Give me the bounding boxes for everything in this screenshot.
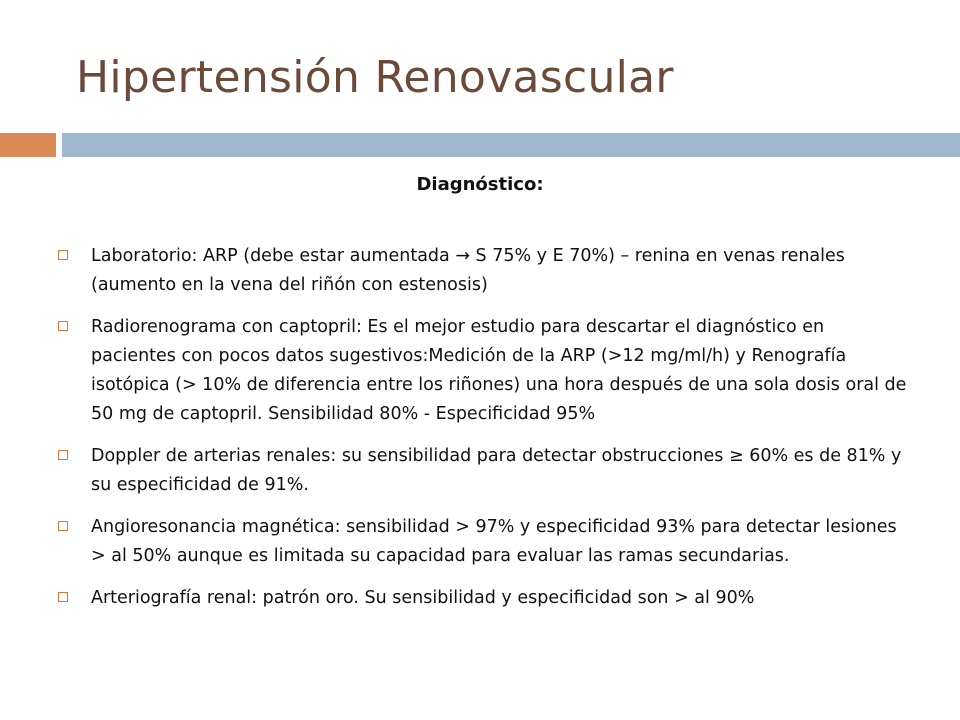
list-item [56,584,908,613]
list-item-text: Arteriografía renal: patrón oro. Su sensibilidad y especificidad son > al 90% [91,588,755,608]
list-item [56,442,908,500]
section-heading: Diagnóstico: [416,174,544,195]
square-bullet-icon [58,450,68,460]
square-bullet-icon [58,521,68,531]
square-bullet-icon [58,250,68,260]
list-item [56,242,908,300]
list-item [56,313,908,429]
square-bullet-icon [58,592,68,602]
bullet-list [56,242,908,626]
slide-title: Hipertensión Renovascular [76,52,674,103]
list-item-text: Doppler de arterias renales: su sensibilidad para detectar obstrucciones ≥ 60% es de 81% y su especificidad de 91%. [91,446,902,495]
list-item-text: Angioresonancia magnética: sensibilidad > 97% y especificidad 93% para detectar lesiones > al 50% aunque es limitada su capacidad para evaluar las ramas secundarias. [91,517,897,566]
accent-bar [0,133,56,157]
list-item [56,513,908,571]
list-item-text: Laboratorio: ARP (debe estar aumentada → S 75% y E 70%) – renina en venas renales (aumento en la vena del riñón con estenosis) [91,246,845,295]
list-item-text: Radiorenograma con captopril: Es el mejor estudio para descartar el diagnóstico en pacientes con pocos datos sugestivos:Medición de la ARP (>12 mg/ml/h) y Renografía isotópica (> 10% de diferencia entre los riñones) una hora después de una sola dosis oral de 50 mg de captopril. Sensibilidad 80% - Especificidad 95% [91,317,907,424]
square-bullet-icon [58,321,68,331]
title-underline-bar [62,133,960,157]
